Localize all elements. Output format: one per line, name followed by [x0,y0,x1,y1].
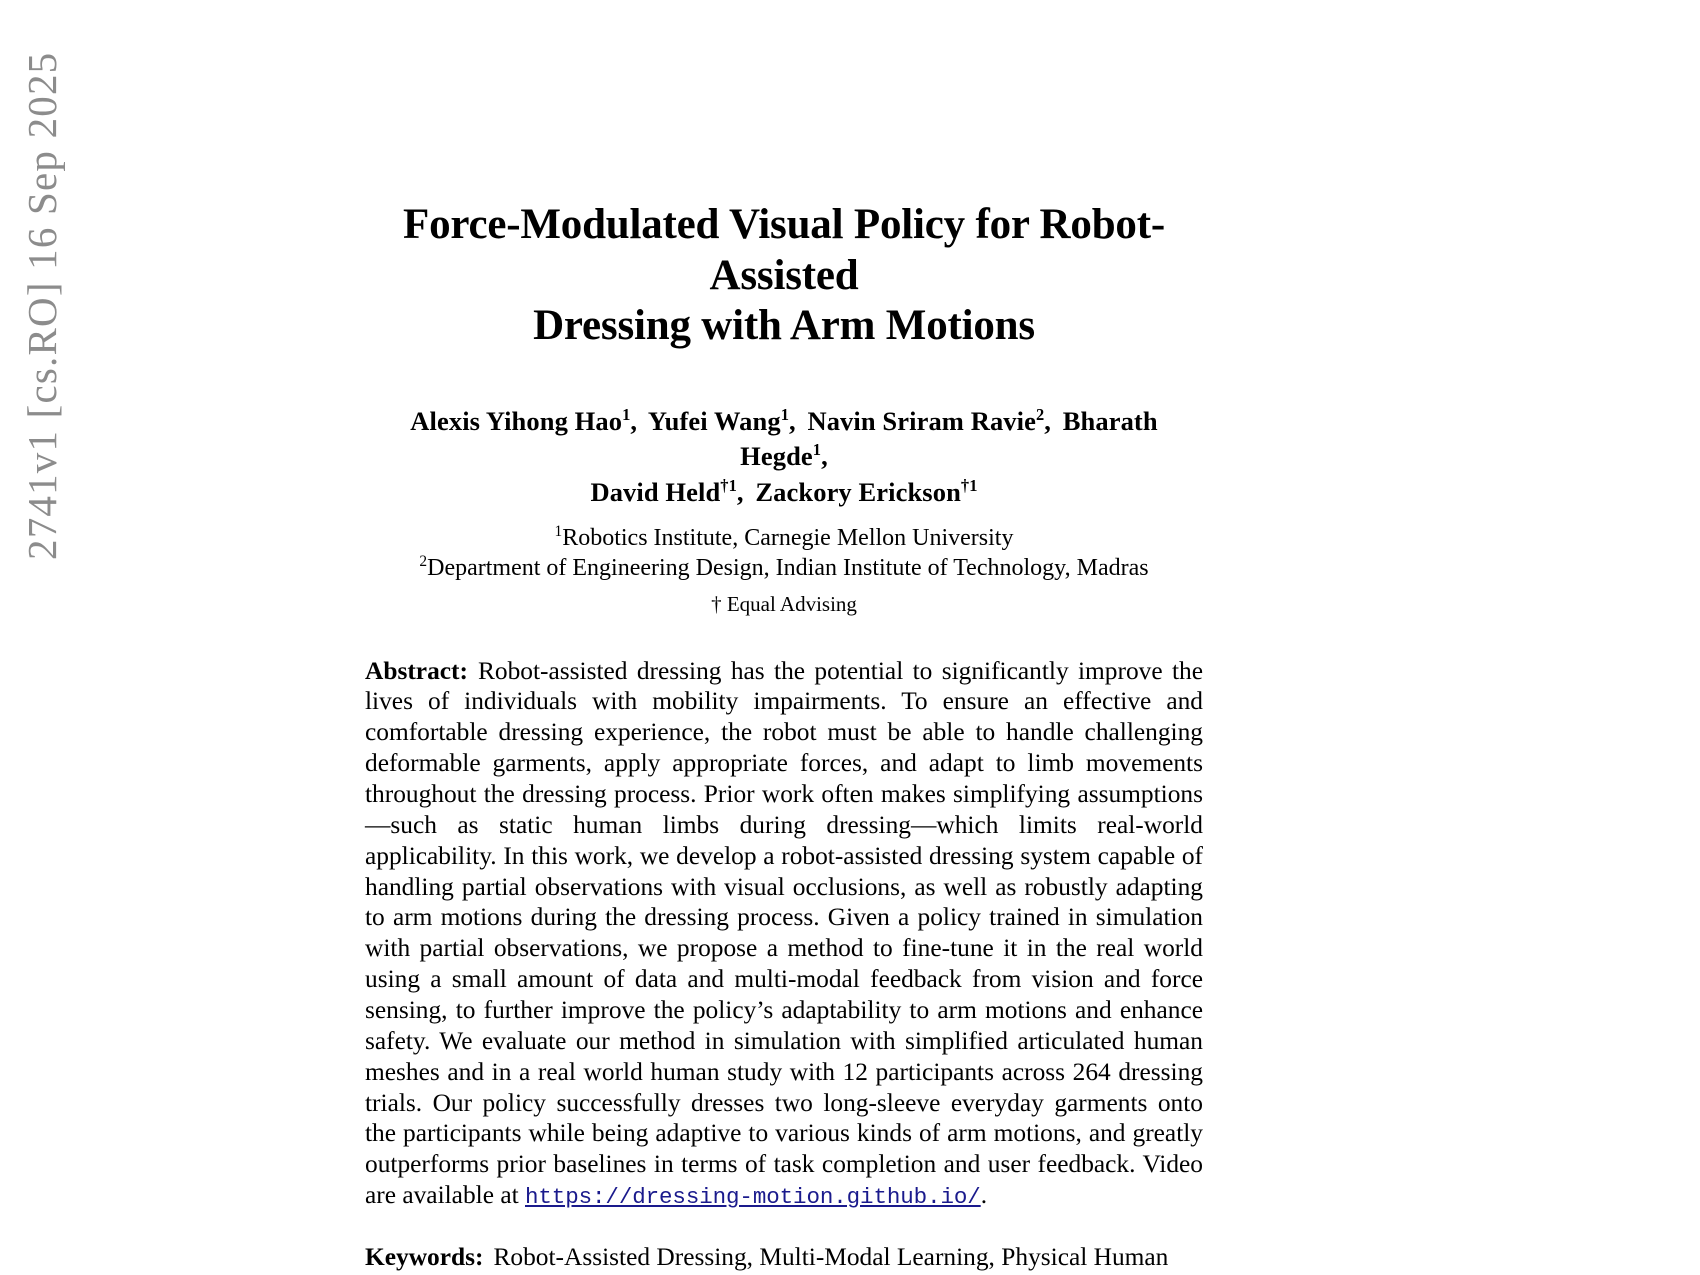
author-separator: , [821,441,828,472]
author [648,406,796,436]
affiliation-marker: 2 [419,553,428,571]
abstract-body-tail: . [980,1181,988,1210]
affiliation-item [365,553,1203,583]
author-affiliation-marker: 1 [780,405,789,425]
author-affiliation-marker: 2 [1035,405,1045,425]
keywords-label: Keywords: [365,1242,484,1271]
author-affiliation-marker: 1 [622,405,631,425]
affiliation-item [365,523,1203,553]
author-list [365,404,1203,510]
author [590,477,743,507]
paper-content-column [365,0,1203,1272]
abstract-label: Abstract: [365,656,468,685]
author-affiliation-marker: †1 [960,475,978,495]
author-line-1 [365,404,1203,474]
author-name: Alexis Yihong Hao [410,406,623,437]
affiliation-text: Department of Engineering Design, Indian Institute of Technology, Madras [427,555,1149,582]
author-separator: , [1044,406,1052,437]
project-website-link[interactable]: https://dressing-motion.github.io/ [525,1184,981,1211]
arxiv-identifier-stamp [19,0,65,560]
author [755,477,977,507]
author [410,406,637,436]
keywords-section [365,1242,1203,1273]
author-separator: , [736,476,744,507]
author-name: Zackory Erickson [755,476,961,507]
author-affiliation-marker: 1 [812,440,822,460]
author-line-2 [365,475,1203,510]
author-name: David Held [590,476,721,507]
affiliation-marker: 1 [554,522,563,540]
page-title [365,200,1203,352]
arxiv-stamp-text: 2741v1 [cs.RO] 16 Sep 2025 [19,51,65,560]
author-affiliation-marker: †1 [720,475,737,495]
affiliation-list [365,523,1203,583]
author [807,406,1051,436]
title-line-1: Force-Modulated Visual Policy for Robot-Assisted [403,201,1165,299]
affiliation-text: Robotics Institute, Carnegie Mellon University [562,524,1014,551]
author-name: Yufei Wang [647,406,781,437]
author-name: Bharath Hegde [740,406,1158,472]
abstract-section [365,656,1203,1212]
author-separator: , [630,406,638,437]
author-separator: , [789,406,796,437]
equal-advising-note: † Equal Advising [711,592,857,617]
title-line-2: Dressing with Arm Motions [533,302,1035,350]
abstract-body: Robot-assisted dressing has the potential to significantly improve the lives of individuals with mobility impairments. To ensure an effective and comfortable dressing experience, the robot must be able to handle challenging deformable garments, apply appropriate forces, and adapt to limb movements throughout the dressing process. Prior work often makes simplifying assumptions—such as static human limbs during dressing—which limits real-world applicability. In this work, we develop a robot-assisted dressing system capable of handling partial observations with visual occlusions, as well as robustly adapting to arm motions during the dressing process. Given a policy trained in simulation with partial observations, we propose a method to fine-tune it in the real world using a small amount of data and multi-modal feedback from vision and force sensing, to further improve the policy’s adaptability to arm motions and enhance safety. We evaluate our method in simulation with simplified articulated human meshes and in a real world human study with 12 participants across 264 dressing trials. Our policy successfully dresses two long-sleeve everyday garments onto the participants while being adaptive to various kinds of arm motions, and greatly outperforms prior baselines in terms of task completion and user feedback. Video are available at [365,656,1203,1210]
author-name: Navin Sriram Ravie [807,406,1036,437]
keywords-text: Robot-Assisted Dressing, Multi-Modal Learning, Physical Human [493,1242,1169,1271]
